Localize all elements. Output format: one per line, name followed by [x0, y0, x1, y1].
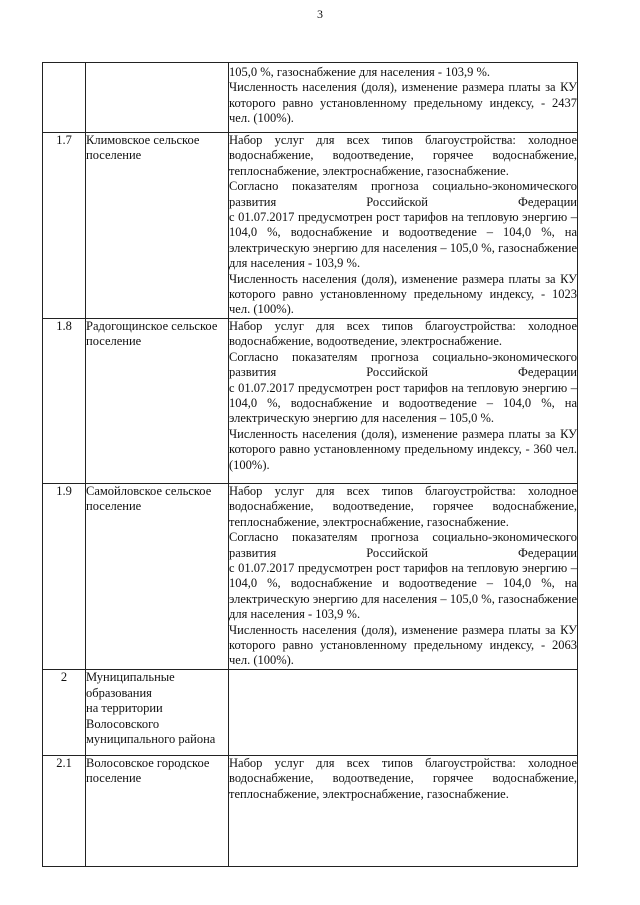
row-description	[229, 319, 578, 484]
tariff-table	[42, 62, 578, 867]
table-row	[43, 484, 578, 670]
row-number: 2.1	[43, 756, 86, 867]
name-line: на территории	[86, 701, 163, 715]
table-row	[43, 133, 578, 319]
description-paragraph: Набор услуг для всех типов благоустройства: холодное водоснабжение, водоотведение, горячее водоснабжение, теплоснабжение, электроснабжение, газоснабжение.	[229, 756, 577, 801]
description-paragraph: Согласно показателям прогноза социально-экономического развития Российской Федерации	[229, 179, 577, 209]
municipality-name: Самойловское сельское поселение	[86, 484, 229, 670]
name-line: Волосовского	[86, 716, 160, 731]
table-row	[43, 756, 578, 867]
description-paragraph: Согласно показателям прогноза социально-экономического развития Российской Федерации	[229, 530, 577, 560]
page-number: 3	[317, 7, 323, 21]
row-number	[43, 63, 86, 133]
description-paragraph: с 01.07.2017 предусмотрен рост тарифов на тепловую энергию – 104,0 %, водоснабжение и водоотведение – 104,0 %, на электрическую энергию для населения – 105,0 %, газоснабжение для населения - 103,9 %.	[229, 561, 577, 622]
table-row	[43, 670, 578, 756]
description-paragraph: Численность населения (доля), изменение размера платы за КУ которого равно установленному предельному индексу, - 1023 чел. (100%).	[229, 271, 577, 317]
description-paragraph: с 01.07.2017 предусмотрен рост тарифов на тепловую энергию – 104,0 %, водоснабжение и водоотведение – 104,0 %, на электрическую энергию для населения – 105,0 %.	[229, 380, 577, 426]
description-paragraph: Численность населения (доля), изменение размера платы за КУ которого равно установленному предельному индексу, - 360 чел. (100%).	[229, 426, 577, 472]
description-paragraph: 105,0 %, газоснабжение для населения - 103,9 %.	[229, 65, 490, 79]
row-description	[229, 756, 578, 867]
municipality-name	[86, 670, 229, 756]
description-paragraph: Согласно показателям прогноза социально-экономического развития Российской Федерации	[229, 349, 577, 380]
description-paragraph: Численность населения (доля), изменение размера платы за КУ которого равно установленному предельному индексу, - 2437 чел. (100%).	[229, 80, 577, 126]
municipality-name: Радогощинское сельское поселение	[86, 319, 229, 484]
row-description	[229, 484, 578, 670]
row-description	[229, 133, 578, 319]
table-row	[43, 63, 578, 133]
row-number: 2	[43, 670, 86, 756]
row-number: 1.7	[43, 133, 86, 319]
description-paragraph: с 01.07.2017 предусмотрен рост тарифов на тепловую энергию – 104,0 %, водоснабжение и водоотведение – 104,0 %, на электрическую энергию для населения – 105,0 %, газоснабжение для населения - 103,9 %.	[229, 210, 577, 271]
municipality-name	[86, 63, 229, 133]
description-paragraph: Набор услуг для всех типов благоустройства: холодное водоснабжение, водоотведение, горячее водоснабжение, теплоснабжение, электроснабжение, газоснабжение.	[229, 133, 577, 178]
row-description	[229, 670, 578, 756]
name-line: муниципального района	[86, 732, 216, 746]
description-paragraph: Набор услуг для всех типов благоустройства: холодное водоснабжение, водоотведение, горячее водоснабжение, теплоснабжение, электроснабжение, газоснабжение.	[229, 484, 577, 529]
table-row	[43, 319, 578, 484]
row-number: 1.9	[43, 484, 86, 670]
municipality-name: Волосовское городское поселение	[86, 756, 229, 867]
description-paragraph: Численность населения (доля), изменение размера платы за КУ которого равно установленному предельному индексу, - 2063 чел. (100%).	[229, 622, 577, 668]
description-paragraph: Набор услуг для всех типов благоустройства: холодное водоснабжение, водоотведение, электроснабжение.	[229, 319, 577, 349]
name-line: образования	[86, 685, 152, 700]
municipality-name: Климовское сельское поселение	[86, 133, 229, 319]
row-description	[229, 63, 578, 133]
row-number: 1.8	[43, 319, 86, 484]
name-line: Муниципальные	[86, 670, 175, 684]
